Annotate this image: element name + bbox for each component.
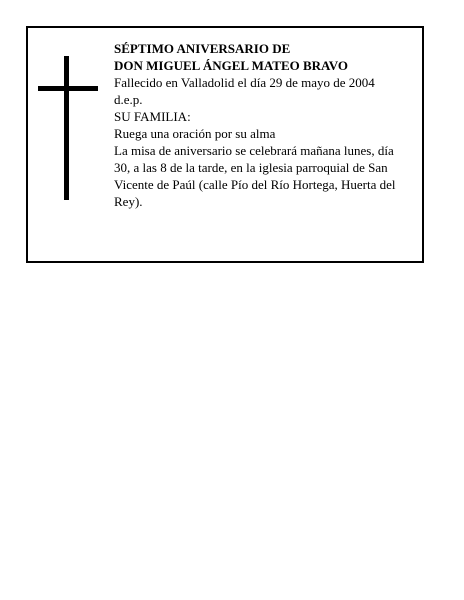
- rip-text: d.e.p.: [114, 92, 143, 107]
- prayer-text: Ruega una oración por su alma: [114, 126, 276, 141]
- cross-icon: [38, 56, 98, 200]
- mass-info: La misa de aniversario se celebrará mañana lunes, día 30, a las 8 de la tarde, en la iglesia parroquial de San Vicente de Paúl (calle Pío del Río Hortega, Huerta del Rey).: [114, 143, 396, 209]
- cross-horizontal-bar: [38, 86, 98, 91]
- death-info: Fallecido en Valladolid el día 29 de mayo de 2004: [114, 75, 375, 90]
- notice-text: [114, 40, 404, 210]
- family-label: SU FAMILIA:: [114, 109, 191, 124]
- notice-title-line1: SÉPTIMO ANIVERSARIO DE: [114, 41, 291, 56]
- notice-title-line2: DON MIGUEL ÁNGEL MATEO BRAVO: [114, 58, 349, 73]
- cross-vertical-bar: [64, 56, 69, 200]
- obituary-notice: [26, 26, 424, 263]
